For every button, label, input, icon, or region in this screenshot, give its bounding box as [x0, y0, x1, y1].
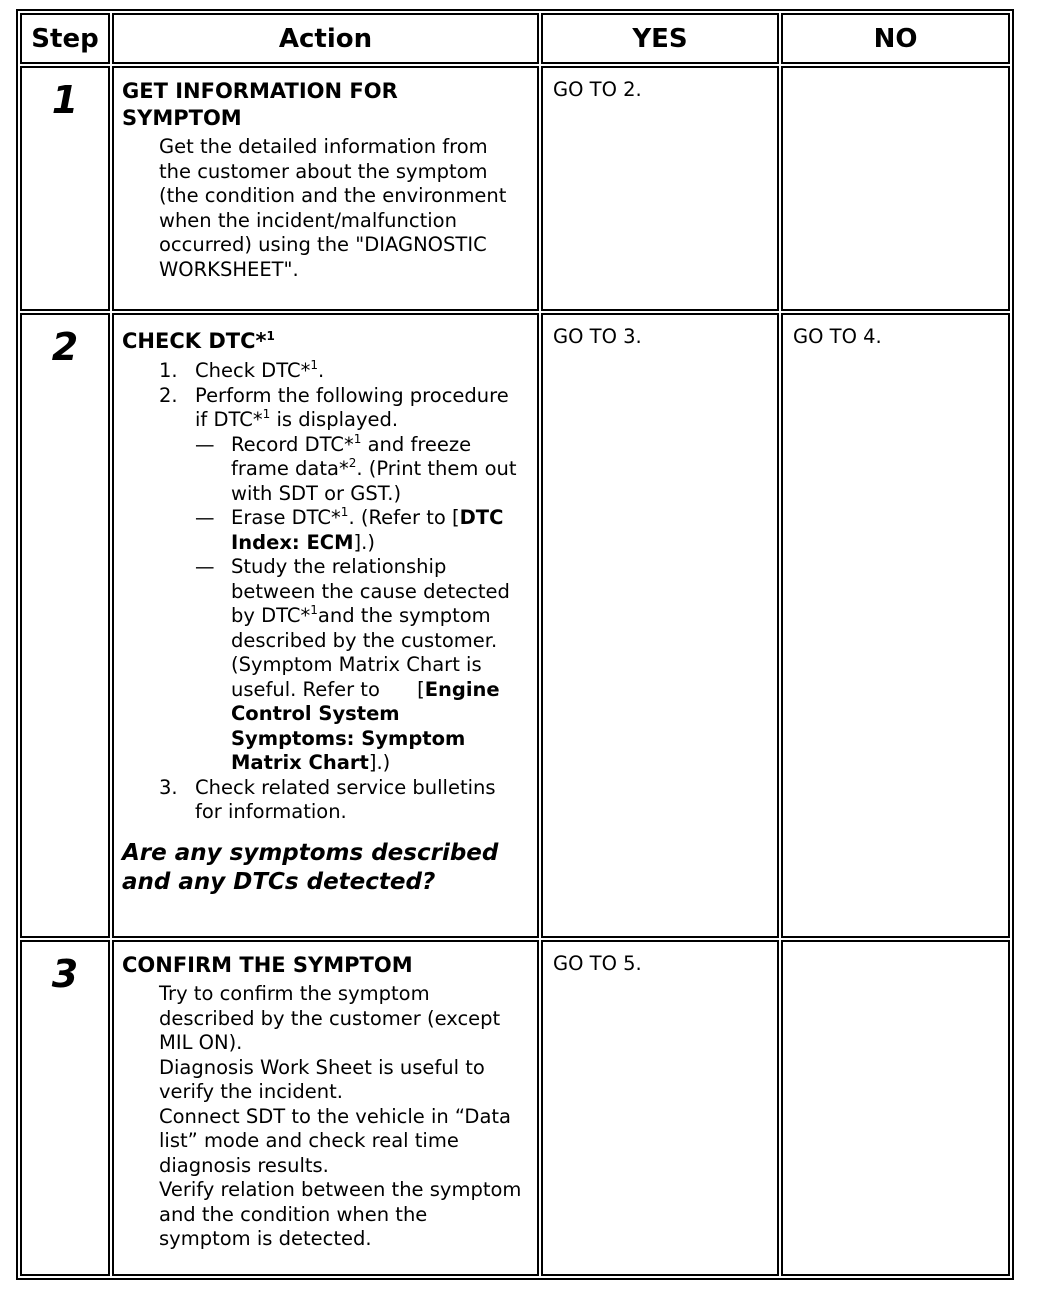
no-cell-1: [781, 66, 1010, 311]
item-text: Study the relationship between the cause detected by DTC*: [231, 555, 510, 627]
sub-list-item: [195, 555, 523, 776]
action-cell-3: [112, 940, 539, 1276]
yes-cell-3: GO TO 5.: [541, 940, 779, 1276]
procedure-list: [122, 359, 523, 825]
header-step: Step: [20, 13, 110, 64]
title-text: CHECK DTC*: [122, 329, 267, 353]
header-yes: YES: [541, 13, 779, 64]
step-number-2: 2: [20, 313, 110, 938]
footnote-mark: 1: [310, 603, 318, 617]
action-cell-2: [112, 313, 539, 938]
reference-link[interactable]: DTC Index: ECM: [231, 506, 504, 554]
dash-marker: —: [195, 555, 215, 578]
dash-marker: —: [195, 432, 215, 456]
item-text: Erase DTC*: [231, 506, 341, 529]
item-number: 3.: [159, 775, 178, 799]
header-no: NO: [781, 13, 1010, 64]
step-number-3: 3: [20, 940, 110, 1276]
list-item: [159, 384, 523, 776]
step-number-1: 1: [20, 66, 110, 311]
item-text: . (Refer to [: [348, 506, 460, 529]
item-text: Perform the following procedure if DTC*: [195, 383, 509, 431]
body-line: Connect SDT to the vehicle in “Data list” mode and check real time diagnosis results.: [159, 1104, 511, 1177]
body-line: Verify relation between the symptom and the condition when the symptom is detected.: [159, 1178, 522, 1250]
sub-list: [195, 433, 523, 776]
footnote-mark: 1: [262, 407, 271, 421]
item-text: . (Print them out with SDT or GST.): [231, 457, 517, 505]
item-number: 2.: [159, 383, 178, 407]
no-cell-2: GO TO 4.: [781, 313, 1010, 938]
item-text: .: [317, 359, 325, 382]
footnote-mark: 1: [353, 431, 362, 446]
action-body: Get the detailed information from the customer about the symptom (the condition and the environment when the incident/malfunction occurred) using the "DIAGNOSTIC WORKSHEET".: [159, 135, 507, 281]
header-action: Action: [112, 13, 539, 64]
footnote-mark: 2: [348, 456, 357, 470]
item-text: ].): [353, 530, 375, 554]
item-text: and freeze frame data*: [231, 432, 472, 480]
sub-list-item: [195, 506, 523, 555]
body-line: Try to confirm the symptom described by the customer (except MIL ON).: [159, 982, 501, 1054]
item-text: Check related service bulletins for information.: [195, 775, 496, 823]
list-item: [159, 776, 523, 825]
reference-link[interactable]: Engine Control System Symptoms: Symptom Matrix Chart: [231, 677, 500, 774]
list-item: [159, 359, 523, 384]
action-title: [122, 328, 523, 355]
item-number: 1.: [159, 359, 178, 382]
item-text: and the symptom described by the customer. (Symptom Matrix Chart is useful. Refer to [: [231, 604, 504, 701]
item-text: ].): [368, 751, 391, 774]
item-text: is displayed.: [270, 408, 399, 431]
yes-cell-2: GO TO 3.: [541, 313, 779, 938]
dash-marker: —: [195, 506, 215, 529]
action-title: GET INFORMATION FOR SYMPTOM: [122, 79, 398, 130]
decision-question: Are any symptoms described and any DTCs detected?: [122, 839, 499, 895]
footnote-mark: 1: [310, 358, 318, 372]
body-line: Diagnosis Work Sheet is useful to verify the incident.: [159, 1055, 485, 1103]
action-cell-1: [112, 66, 539, 311]
yes-cell-1: GO TO 2.: [541, 66, 779, 311]
action-title: CONFIRM THE SYMPTOM: [122, 953, 413, 977]
no-cell-3: [781, 940, 1010, 1276]
action-body: [122, 982, 523, 1252]
footnote-mark: 1: [266, 329, 275, 343]
item-text: Record DTC*: [231, 432, 354, 456]
item-text: Check DTC*: [195, 359, 311, 382]
footnote-mark: 1: [340, 505, 349, 519]
sub-list-item: [195, 433, 523, 507]
